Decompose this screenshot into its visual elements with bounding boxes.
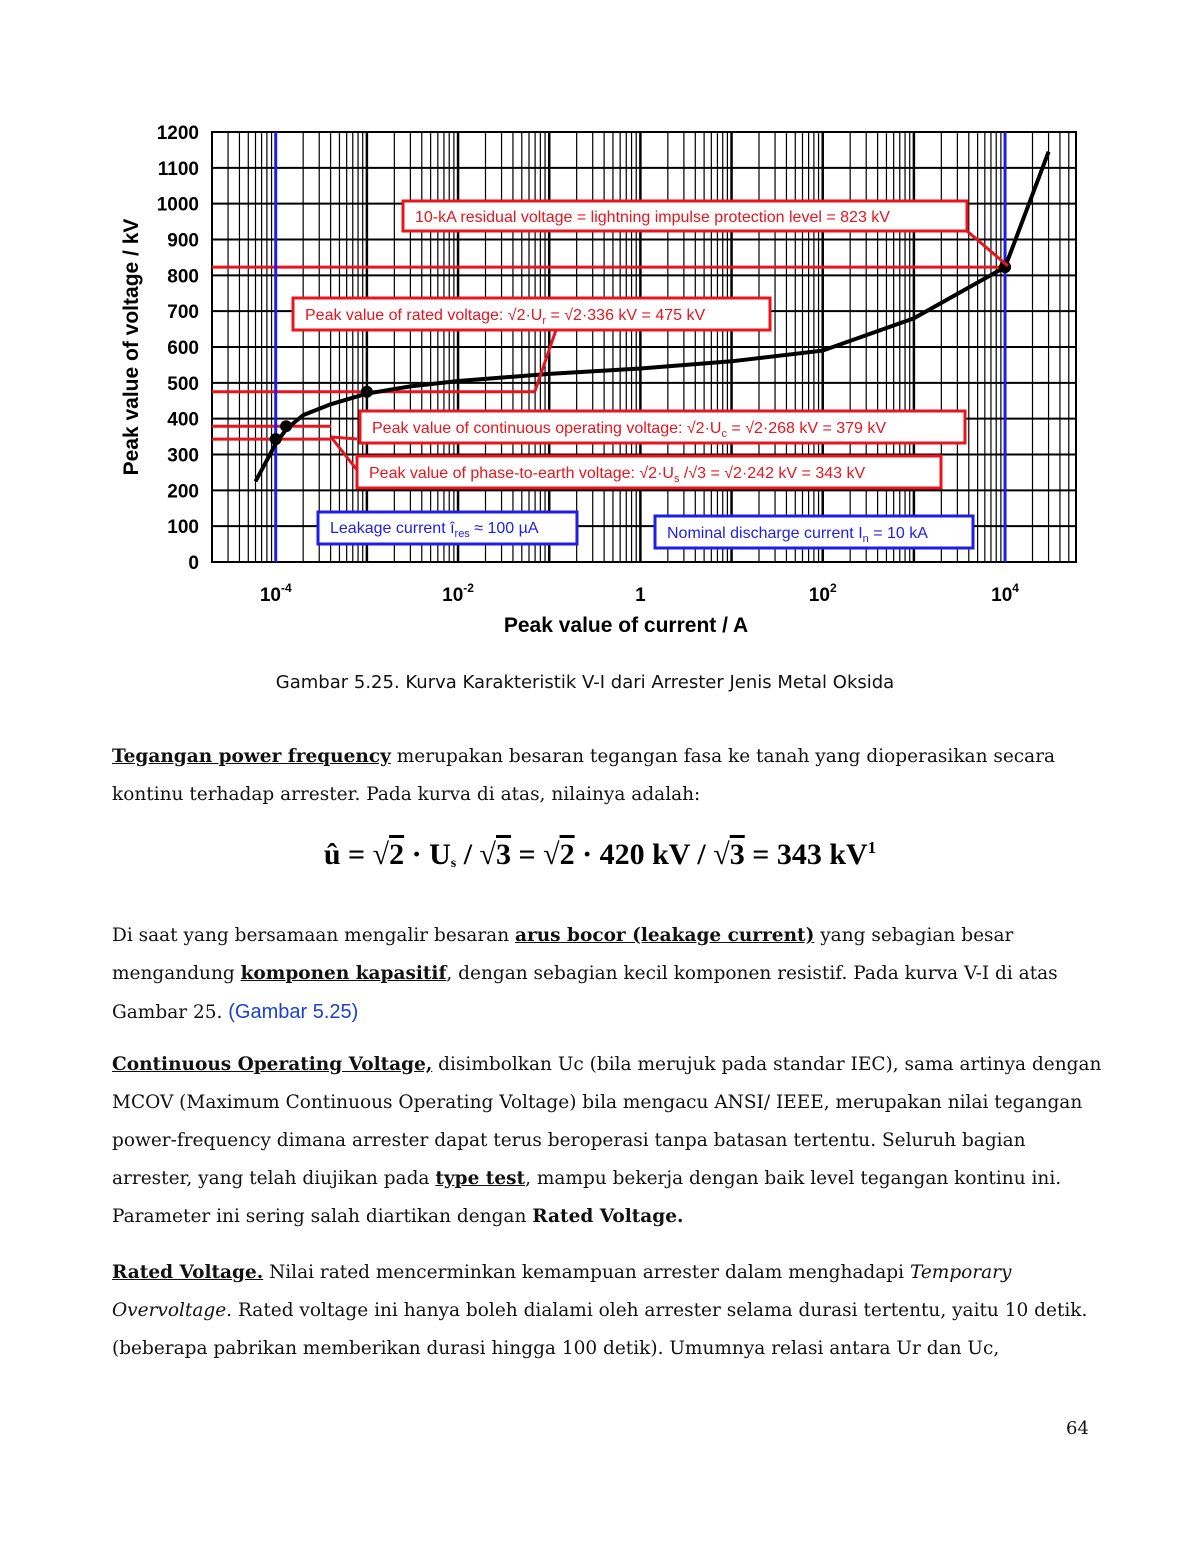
x-tick-label: $10^4$	[991, 581, 1019, 606]
curve-point	[361, 386, 373, 398]
y-tick-label: 1000	[156, 194, 199, 216]
x-tick-label: $10^{-2}$	[442, 581, 474, 606]
formula: û = $√2 \cdot U_s / √3 = √2 \cdot 420$ kV / √3 = 343 $kV^1$	[323, 838, 877, 871]
y-tick-label: 1200	[156, 123, 199, 144]
y-tick-label: 300	[167, 445, 199, 467]
term-continuous-operating-voltage: Continuous Operating Voltage,	[112, 1054, 433, 1075]
svg-text:Peak value of rated voltage: √: Peak value of rated voltage: $√2\cdot U_r = √2\cdot 336$ kV = 475 kV	[305, 307, 706, 327]
x-tick-label: $10^{-4}$	[259, 581, 292, 606]
x-tick-labels	[260, 581, 1019, 606]
y-tick-label: 200	[167, 481, 199, 503]
annotation-nominal-discharge	[655, 516, 973, 548]
svg-text:Nominal discharge current In =: Nominal discharge current $I_n = 10$ kA	[667, 525, 928, 545]
x-tick-label: 1	[635, 585, 646, 606]
svg-text:10-kA residual voltage = light: 10-kA residual voltage = lightning impulse protection level = 823 kV	[415, 209, 890, 226]
svg-text:Peak value of phase-to-earth v: Peak value of phase-to-earth voltage: $√2\cdot U_s$ /√3 = √2·242 kV = 343 kV	[369, 465, 866, 485]
y-tick-label: 400	[167, 409, 199, 431]
y-tick-label: 500	[167, 373, 199, 395]
y-tick-label: 1100	[157, 158, 199, 180]
annotation-phase-to-earth	[357, 456, 941, 488]
paragraph-rated-voltage: Rated Voltage. Nilai rated mencerminkan kemampuan arrester dalam menghadapi Temporary Overvoltage. Rated voltage ini hanya boleh dialami oleh arrester selama durasi tertentu, yaitu 10 detik. (beberapa pabrikan memberikan durasi hingga 100 detik). Umumnya relasi antara Ur dan Uc,	[112, 1262, 1088, 1359]
term-leakage-current: arus bocor (leakage current)	[515, 925, 815, 946]
y-tick-label: 800	[167, 266, 199, 288]
annotation-continuous-voltage	[360, 411, 965, 443]
annotation-leakage-current	[318, 512, 577, 544]
y-tick-label: 700	[167, 302, 199, 324]
term-power-frequency: Tegangan power frequency	[112, 746, 391, 767]
paragraph-continuous-voltage: Continuous Operating Voltage, disimbolkan Uc (bila merujuk pada standar IEC), sama artinya dengan MCOV (Maximum Continuous Operating Voltage) bila mengacu ANSI/ IEEE, merupakan nilai tegangan power-frequency dimana arrester dapat terus beroperasi tanpa batasan tertentu. Seluruh bagian arrester, yang telah diujikan pada type test, mampu bekerja dengan baik level tegangan kontinu ini. Parameter ini sering salah diartikan dengan Rated Voltage.	[112, 1054, 1102, 1227]
annotation-rated-voltage	[293, 298, 770, 330]
paragraph-text: merupakan besaran tegangan fasa ke tanah yang dioperasikan secara kontinu terhadap arrester. Pada kurva di atas, nilainya adalah:	[112, 746, 1056, 805]
vi-characteristic-chart	[0, 0, 1200, 660]
term-rated-voltage: Rated Voltage.	[112, 1262, 264, 1283]
svg-text:Peak value of continuous opera: Peak value of continuous operating voltage: $√2\cdot U_c = √2\cdot 268$ kV = 379 kV	[372, 420, 887, 440]
figure-caption: Gambar 5.25. Kurva Karakteristik V-I dari Arrester Jenis Metal Oksida	[275, 672, 895, 693]
y-tick-label: 0	[188, 553, 199, 574]
y-axis-label: Peak value of voltage / kV	[120, 218, 143, 476]
curve-point	[280, 420, 292, 432]
annotation-residual	[403, 201, 967, 231]
term-capacitive: komponen kapasitif	[240, 963, 447, 984]
y-tick-label: 600	[167, 338, 199, 359]
figure-reference: (Gambar 5.25)	[228, 1001, 359, 1023]
page-number: 64	[1066, 1418, 1089, 1439]
term-type-test: type test	[435, 1168, 526, 1189]
y-tick-label: 100	[167, 517, 199, 539]
paragraph-leakage: Di saat yang bersamaan mengalir besaran arus bocor (leakage current) yang sebagian besar mengandung komponen kapasitif, dengan sebagian kecil komponen resistif. Pada kurva V-I di atas Gambar 25. (Gambar 5.25)	[112, 925, 1058, 1023]
x-axis-label: Peak value of current / A	[503, 614, 749, 637]
x-tick-label: $10^2$	[808, 581, 837, 606]
y-tick-label: 900	[167, 230, 199, 252]
curve-point	[270, 433, 282, 445]
y-tick-labels	[157, 123, 199, 574]
paragraph-power-frequency	[112, 738, 1102, 814]
svg-text:Leakage current îres ≈ 100 µA: Leakage current $î_{res} \approx 100$ µA	[330, 520, 539, 540]
term-rated-voltage-ref: Rated Voltage.	[532, 1206, 684, 1227]
